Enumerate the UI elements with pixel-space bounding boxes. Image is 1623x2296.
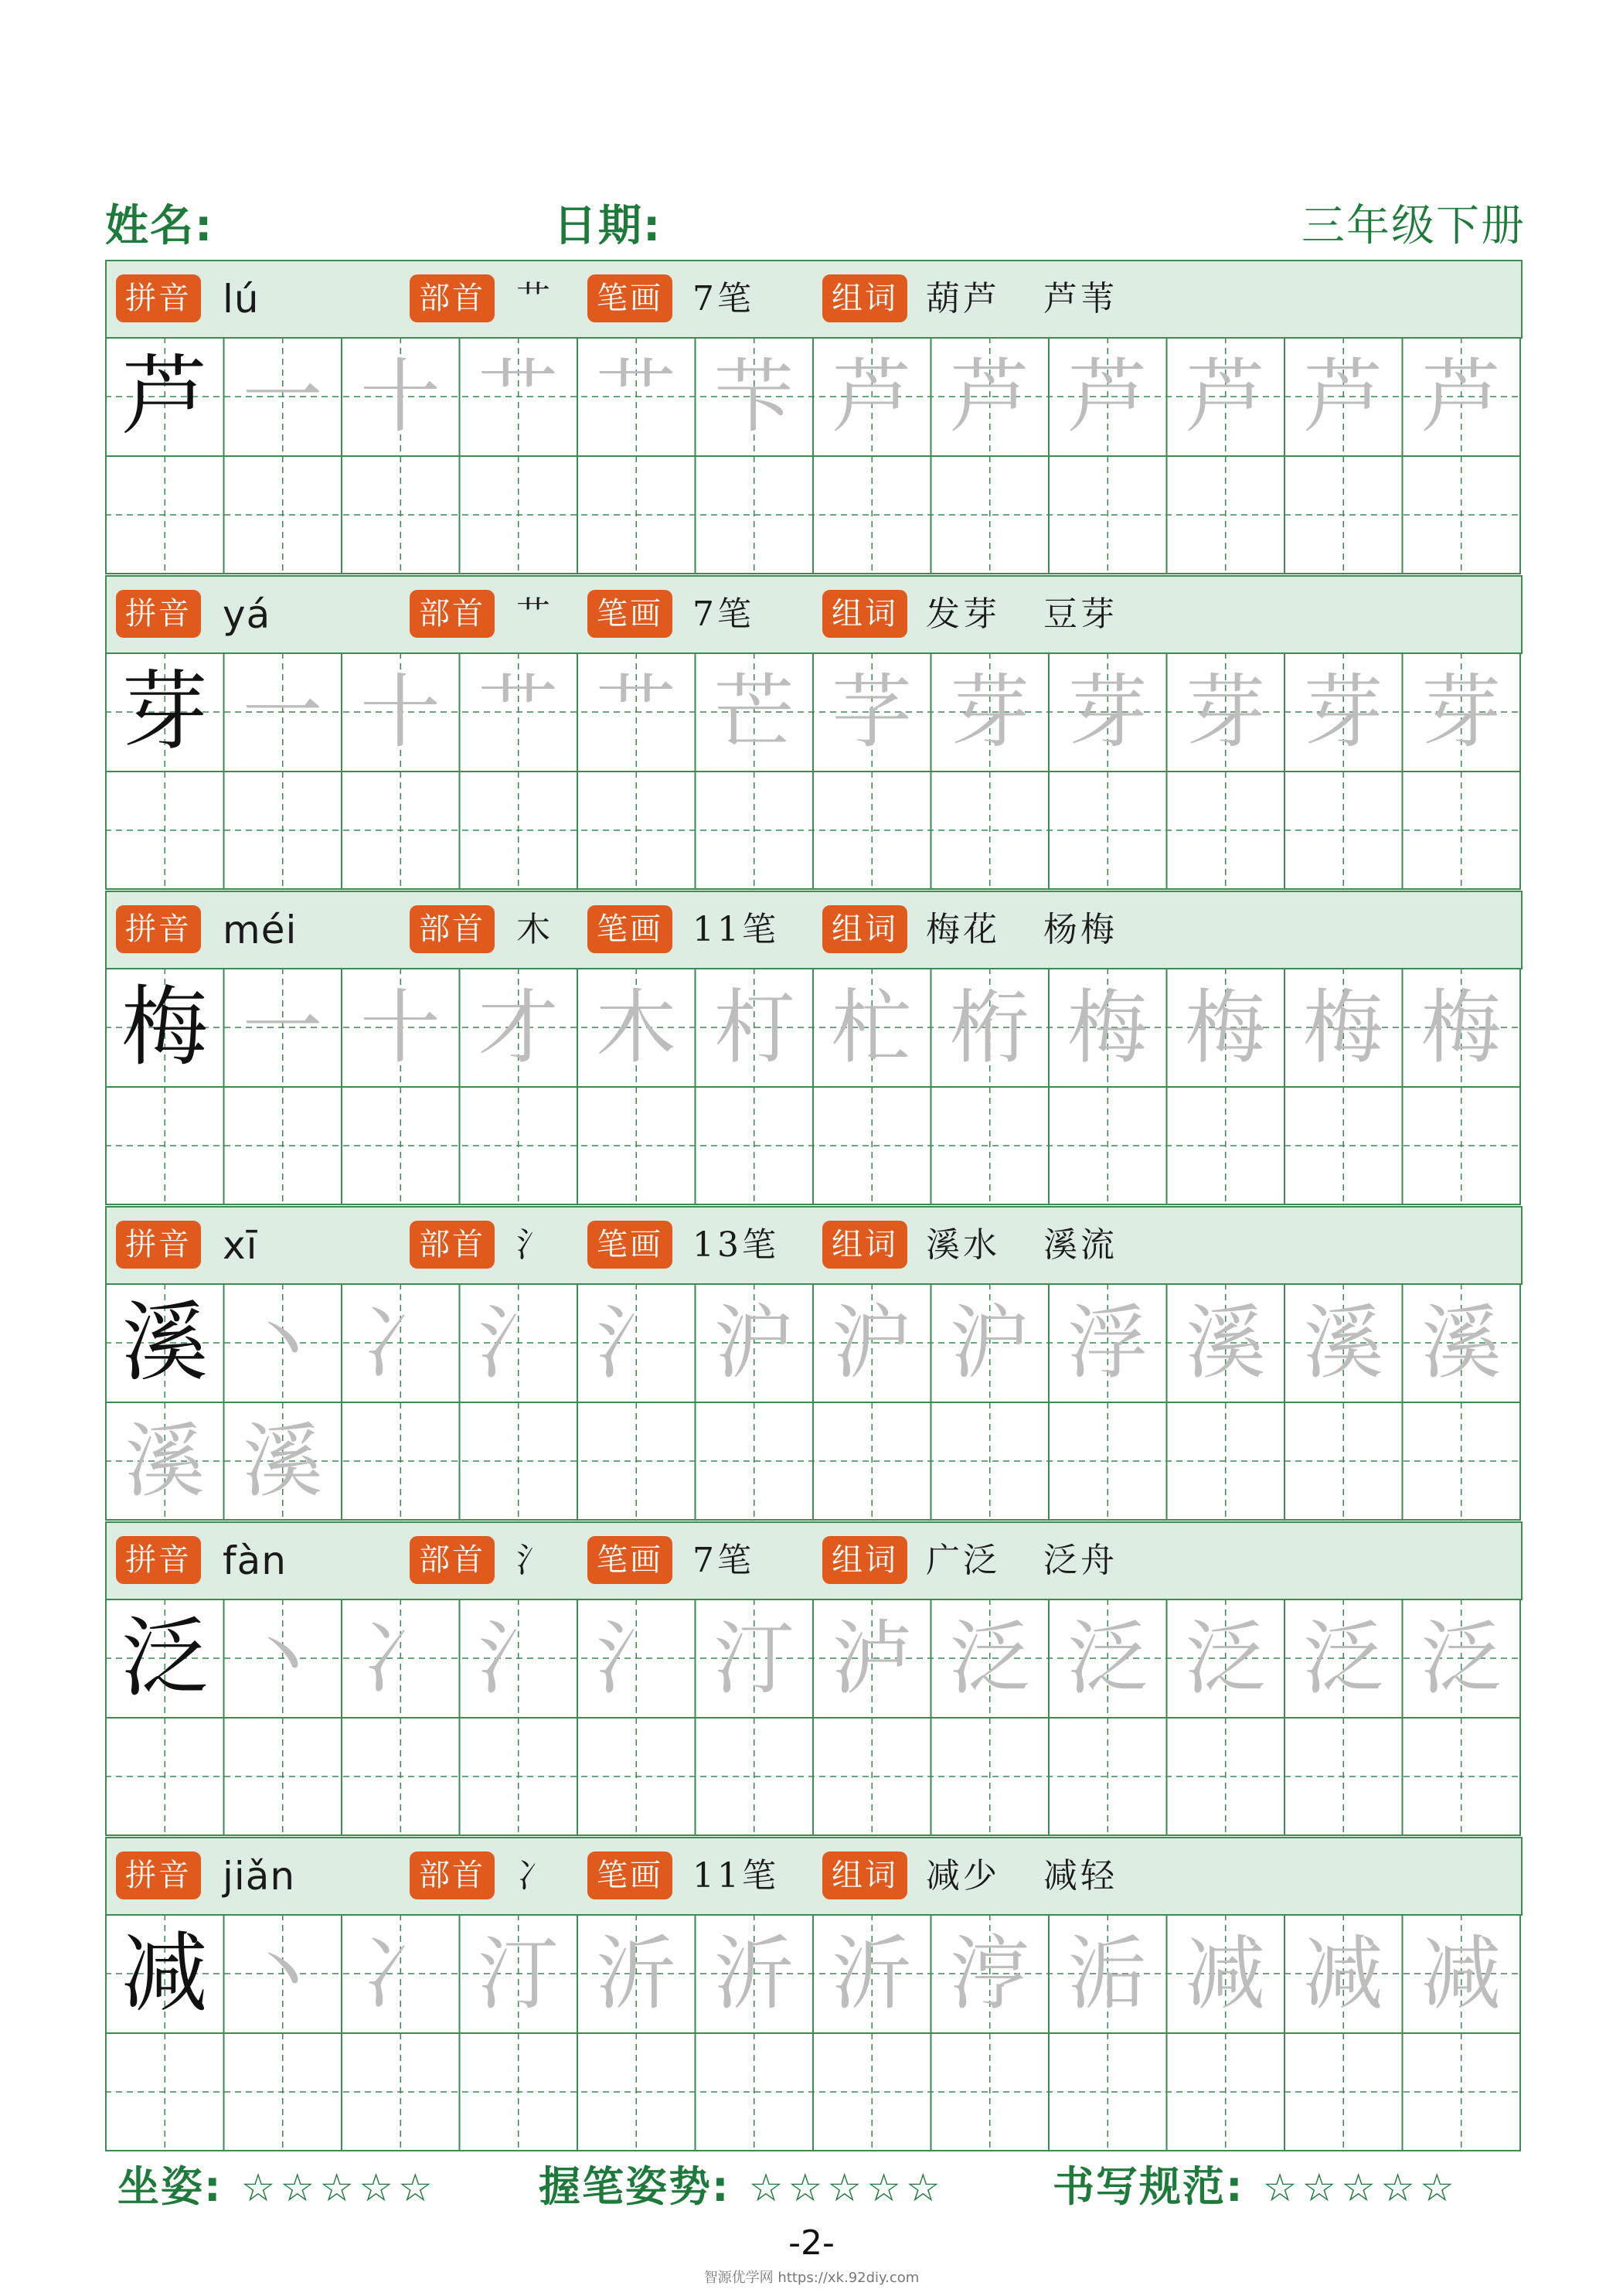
word-1: 葫芦 bbox=[926, 279, 1000, 319]
trace-stroke: 沂 bbox=[595, 1926, 676, 2021]
trace-stroke: 一 bbox=[242, 349, 323, 444]
radical-value: 冫 bbox=[516, 1856, 553, 1896]
word-1: 广泛 bbox=[926, 1541, 1000, 1580]
trace-stroke: 泛 bbox=[1067, 1611, 1148, 1705]
character-block bbox=[105, 260, 1523, 575]
trace-stroke: 芦 bbox=[1185, 349, 1266, 444]
trace-stroke: 溪 bbox=[1421, 1296, 1502, 1390]
pinyin-tag: 拼音 bbox=[116, 1536, 201, 1584]
pinyin-value: jiǎn bbox=[223, 1854, 296, 1899]
trace-stroke: 梅 bbox=[1421, 980, 1502, 1075]
trace-stroke: 氵 bbox=[595, 1611, 676, 1705]
writing-grid[interactable] bbox=[105, 652, 1523, 891]
word-1: 发芽 bbox=[926, 594, 1000, 634]
trace-stroke: 沂 bbox=[831, 1926, 912, 2021]
word-2: 芦苇 bbox=[1043, 279, 1118, 319]
trace-stroke: 芽 bbox=[949, 665, 1030, 759]
trace-stroke: 芦 bbox=[831, 349, 912, 444]
trace-stroke: 冫 bbox=[359, 1926, 441, 2021]
pinyin-value: méi bbox=[223, 908, 298, 952]
trace-stroke: 芓 bbox=[831, 665, 912, 759]
trace-stroke: 芦 bbox=[949, 349, 1030, 444]
radical-value: 木 bbox=[516, 910, 553, 949]
trace-stroke: 沂 bbox=[713, 1926, 794, 2021]
strokes-value: 7笔 bbox=[692, 1541, 754, 1580]
words-tag: 组词 bbox=[822, 905, 907, 953]
trace-stroke: 减 bbox=[1421, 1926, 1502, 2021]
trace-stroke: 溪 bbox=[242, 1414, 323, 1508]
radical-value: 氵 bbox=[516, 1541, 553, 1580]
trace-stroke: 艹 bbox=[595, 349, 676, 444]
writing-grid[interactable] bbox=[105, 968, 1523, 1206]
pinyin-value: yá bbox=[223, 592, 271, 637]
radical-value: 艹 bbox=[516, 594, 553, 634]
grip-rating bbox=[539, 2154, 945, 2213]
trace-stroke: 泛 bbox=[1302, 1611, 1383, 1705]
writing-rating bbox=[1053, 2154, 1459, 2213]
strokes-tag: 笔画 bbox=[587, 1536, 672, 1584]
name-label: 姓名: bbox=[105, 201, 214, 251]
model-character: 芽 bbox=[121, 662, 208, 762]
pinyin-tag: 拼音 bbox=[116, 274, 201, 322]
strokes-value: 13笔 bbox=[692, 1225, 779, 1265]
trace-stroke: 溪 bbox=[1185, 1296, 1266, 1390]
trace-stroke: 沪 bbox=[949, 1296, 1030, 1390]
words-tag: 组词 bbox=[822, 1851, 907, 1899]
writing-label: 书写规范: bbox=[1053, 2162, 1244, 2211]
trace-stroke: 桁 bbox=[949, 980, 1030, 1075]
pinyin-tag: 拼音 bbox=[116, 590, 201, 638]
trace-stroke: 丶 bbox=[242, 1926, 323, 2021]
trace-stroke: 朾 bbox=[713, 980, 794, 1075]
trace-stroke: 氵 bbox=[478, 1296, 559, 1390]
pinyin-tag: 拼音 bbox=[116, 1221, 201, 1269]
trace-stroke: 十 bbox=[359, 980, 441, 1075]
trace-stroke: 芽 bbox=[1421, 665, 1502, 759]
practice-sheet bbox=[105, 260, 1523, 2152]
word-2: 泛舟 bbox=[1043, 1541, 1118, 1580]
trace-stroke: 沪 bbox=[831, 1296, 912, 1390]
strokes-tag: 笔画 bbox=[587, 590, 672, 638]
pinyin-tag: 拼音 bbox=[116, 905, 201, 953]
words-tag: 组词 bbox=[822, 590, 907, 638]
strokes-tag: 笔画 bbox=[587, 905, 672, 953]
word-2: 溪流 bbox=[1043, 1225, 1118, 1265]
trace-stroke: 梅 bbox=[1067, 980, 1148, 1075]
model-character: 泛 bbox=[121, 1608, 208, 1708]
radical-tag: 部首 bbox=[410, 905, 495, 953]
trace-stroke: 减 bbox=[1302, 1926, 1383, 2021]
info-bar bbox=[105, 575, 1523, 654]
date-label: 日期: bbox=[553, 201, 662, 251]
trace-stroke: 减 bbox=[1185, 1926, 1266, 2021]
info-bar bbox=[105, 260, 1523, 339]
character-block bbox=[105, 891, 1523, 1206]
trace-stroke: 涥 bbox=[949, 1926, 1030, 2021]
trace-stroke: 泛 bbox=[1185, 1611, 1266, 1705]
radical-tag: 部首 bbox=[410, 1851, 495, 1899]
writing-grid[interactable] bbox=[105, 1599, 1523, 1837]
words-tag: 组词 bbox=[822, 274, 907, 322]
info-bar bbox=[105, 1521, 1523, 1600]
footer-rating bbox=[117, 2154, 1524, 2216]
trace-stroke: 杧 bbox=[831, 980, 912, 1075]
word-2: 豆芽 bbox=[1043, 594, 1118, 634]
trace-stroke: 芒 bbox=[713, 665, 794, 759]
trace-stroke: 汀 bbox=[713, 1611, 794, 1705]
trace-stroke: 氵 bbox=[478, 1611, 559, 1705]
writing-grid[interactable] bbox=[105, 1283, 1523, 1521]
strokes-value: 7笔 bbox=[692, 279, 754, 319]
strokes-value: 11笔 bbox=[692, 910, 779, 949]
writing-grid[interactable] bbox=[105, 337, 1523, 575]
grip-stars[interactable]: ☆☆☆☆☆ bbox=[748, 2165, 945, 2210]
pinyin-value: xī bbox=[223, 1223, 258, 1268]
trace-stroke: 一 bbox=[242, 980, 323, 1075]
word-1: 减少 bbox=[926, 1856, 1000, 1896]
trace-stroke: 溪 bbox=[124, 1414, 205, 1508]
trace-stroke: 洉 bbox=[1067, 1926, 1148, 2021]
words-tag: 组词 bbox=[822, 1536, 907, 1584]
pinyin-value: lú bbox=[223, 277, 260, 322]
word-1: 溪水 bbox=[926, 1225, 1000, 1265]
trace-stroke: 芐 bbox=[713, 349, 794, 444]
trace-stroke: 十 bbox=[359, 349, 441, 444]
trace-stroke: 冫 bbox=[359, 1296, 441, 1390]
strokes-value: 7笔 bbox=[692, 594, 754, 634]
trace-stroke: 芦 bbox=[1302, 349, 1383, 444]
trace-stroke: 芽 bbox=[1302, 665, 1383, 759]
trace-stroke: 芦 bbox=[1421, 349, 1502, 444]
model-character: 溪 bbox=[121, 1293, 208, 1393]
word-2: 减轻 bbox=[1043, 1856, 1118, 1896]
writing-stars[interactable]: ☆☆☆☆☆ bbox=[1262, 2165, 1459, 2210]
words-tag: 组词 bbox=[822, 1221, 907, 1269]
trace-stroke: 泛 bbox=[1421, 1611, 1502, 1705]
trace-stroke: 梅 bbox=[1185, 980, 1266, 1075]
character-block bbox=[105, 1837, 1523, 2152]
radical-tag: 部首 bbox=[410, 1536, 495, 1584]
trace-stroke: 泸 bbox=[831, 1611, 912, 1705]
trace-stroke: 芦 bbox=[1067, 349, 1148, 444]
trace-stroke: 才 bbox=[478, 980, 559, 1075]
strokes-tag: 笔画 bbox=[587, 1221, 672, 1269]
info-bar bbox=[105, 1206, 1523, 1285]
trace-stroke: 梅 bbox=[1302, 980, 1383, 1075]
trace-stroke: 艹 bbox=[595, 665, 676, 759]
trace-stroke: 浮 bbox=[1067, 1296, 1148, 1390]
pinyin-tag: 拼音 bbox=[116, 1851, 201, 1899]
writing-grid[interactable] bbox=[105, 1914, 1523, 2152]
radical-value: 氵 bbox=[516, 1225, 553, 1265]
trace-stroke: 泛 bbox=[949, 1611, 1030, 1705]
grade-label: 三年级下册 bbox=[1301, 201, 1526, 251]
grip-label: 握笔姿势: bbox=[539, 2162, 730, 2211]
character-block bbox=[105, 1206, 1523, 1521]
strokes-value: 11笔 bbox=[692, 1856, 779, 1896]
site-note: 智源优学网 https://xk.92diy.com bbox=[703, 2270, 920, 2286]
model-character: 梅 bbox=[121, 977, 208, 1078]
trace-stroke: 溪 bbox=[1302, 1296, 1383, 1390]
header-line bbox=[105, 192, 1526, 254]
trace-stroke: 芽 bbox=[1185, 665, 1266, 759]
trace-stroke: 冫 bbox=[359, 1611, 441, 1705]
model-character: 芦 bbox=[121, 346, 208, 447]
trace-stroke: 艹 bbox=[478, 349, 559, 444]
sitting-label: 坐姿: bbox=[117, 2162, 223, 2211]
trace-stroke: 汀 bbox=[478, 1926, 559, 2021]
trace-stroke: 十 bbox=[359, 665, 441, 759]
radical-tag: 部首 bbox=[410, 1221, 495, 1269]
model-character: 减 bbox=[121, 1923, 208, 2024]
info-bar bbox=[105, 1837, 1523, 1916]
strokes-tag: 笔画 bbox=[587, 274, 672, 322]
radical-tag: 部首 bbox=[410, 274, 495, 322]
sitting-stars[interactable]: ☆☆☆☆☆ bbox=[240, 2165, 437, 2210]
trace-stroke: 艹 bbox=[478, 665, 559, 759]
sitting-rating bbox=[117, 2154, 437, 2213]
radical-tag: 部首 bbox=[410, 590, 495, 638]
character-block bbox=[105, 1521, 1523, 1837]
radical-value: 艹 bbox=[516, 279, 553, 319]
trace-stroke: 木 bbox=[595, 980, 676, 1075]
page-number: -2- bbox=[788, 2223, 835, 2263]
word-1: 梅花 bbox=[926, 910, 1000, 949]
trace-stroke: 丶 bbox=[242, 1296, 323, 1390]
info-bar bbox=[105, 891, 1523, 969]
trace-stroke: 沪 bbox=[713, 1296, 794, 1390]
trace-stroke: 氵 bbox=[595, 1296, 676, 1390]
trace-stroke: 一 bbox=[242, 665, 323, 759]
trace-stroke: 芽 bbox=[1067, 665, 1148, 759]
character-block bbox=[105, 575, 1523, 891]
strokes-tag: 笔画 bbox=[587, 1851, 672, 1899]
trace-stroke: 丶 bbox=[242, 1611, 323, 1705]
word-2: 杨梅 bbox=[1043, 910, 1118, 949]
pinyin-value: fàn bbox=[223, 1538, 287, 1583]
